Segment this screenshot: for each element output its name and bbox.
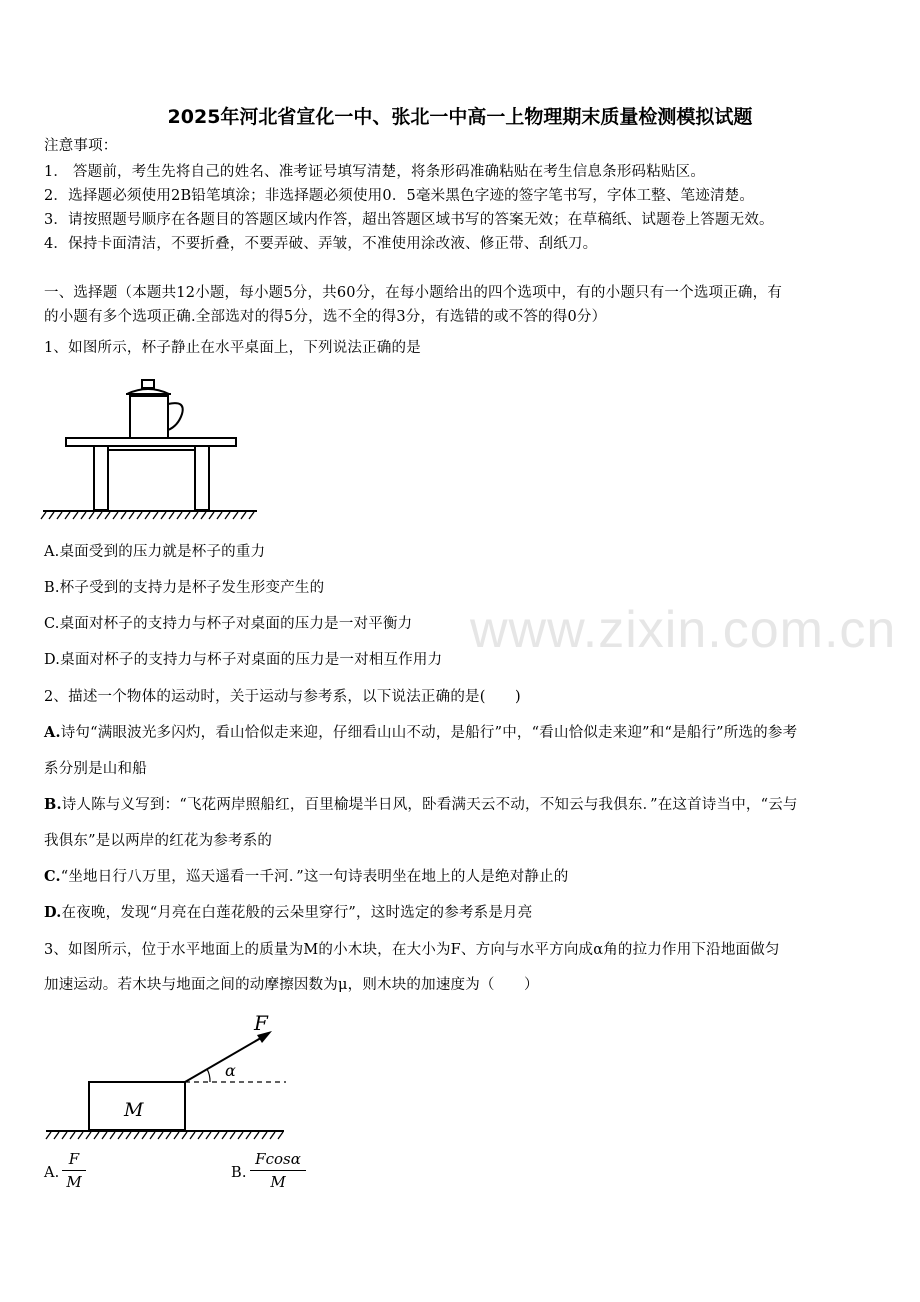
mass-label: M [124, 1099, 144, 1121]
question-2-option-a-cont: 系分别是山和船 [44, 761, 147, 777]
section-heading-cont: 的小题有多个选项正确.全部选对的得5分，选不全的得3分，有选错的或不答的得0分） [44, 309, 607, 325]
option-text: 诗人陈与义写到：“飞花两岸照船红，百里榆堤半日风，卧看满天云不动，不知云与我俱东．”在这首诗当中，“云与 [61, 797, 798, 813]
question-1-option-d: D.桌面对杯子的支持力与杯子对桌面的压力是一对相互作用力 [44, 652, 443, 668]
option-label: C. [44, 868, 61, 885]
question-1-option-c: C.桌面对杯子的支持力与杯子对桌面的压力是一对平衡力 [44, 616, 413, 632]
fraction-numerator: Fcosα [255, 1150, 301, 1168]
notice-item: 2．选择题必须使用2B铅笔填涂；非选择题必须使用0．5毫米黑色字迹的签字笔书写，字体工整、笔迹清楚。 [44, 188, 755, 204]
angle-label: α [225, 1061, 236, 1080]
force-label: F [254, 1011, 268, 1035]
question-1-option-a: A.桌面受到的压力就是杯子的重力 [44, 544, 266, 560]
question-2-option-b [44, 795, 798, 815]
block-force-figure [44, 1010, 294, 1145]
option-text: 诗句“满眼波光多闪灼，看山恰似走来迎，仔细看山山不动，是船行”中，“看山恰似走来迎”和“是船行”所选的参考 [60, 725, 798, 741]
question-2-option-b-cont: 我俱东”是以两岸的红花为参考系的 [44, 833, 273, 849]
question-3-option-a-fraction [62, 1150, 86, 1191]
question-1-stem: 1、如图所示，杯子静止在水平桌面上，下列说法正确的是 [44, 340, 421, 356]
option-text: 在夜晚，发现“月亮在白莲花般的云朵里穿行”，这时选定的参考系是月亮 [61, 905, 533, 921]
option-label: A. [44, 724, 61, 741]
fraction-denominator: M [66, 1173, 82, 1191]
option-label: B. [44, 796, 62, 813]
question-3-option-b-label: B. [231, 1165, 247, 1181]
question-2-stem: 2、描述一个物体的运动时，关于运动与参考系，以下说法正确的是( ) [44, 689, 521, 705]
option-label: D. [44, 904, 62, 921]
question-1-option-b: B.杯子受到的支持力是杯子发生形变产生的 [44, 580, 325, 596]
question-3-stem-cont: 加速运动。若木块与地面之间的动摩擦因数为μ，则木块的加速度为（ ） [44, 977, 539, 993]
notice-item: 4．保持卡面清洁，不要折叠，不要弄破、弄皱，不准使用涂改液、修正带、刮纸刀。 [44, 236, 598, 252]
notice-heading: 注意事项： [44, 138, 118, 154]
watermark: www.zixin.com.cn [470, 601, 897, 659]
fraction-denominator: M [270, 1173, 286, 1191]
cup-on-table-figure [40, 376, 260, 521]
question-2-option-c [44, 867, 569, 887]
section-heading: 一、选择题（本题共12小题，每小题5分，共60分，在每小题给出的四个选项中，有的小题只有一个选项正确，有 [44, 285, 783, 301]
notice-item: 1． 答题前，考生先将自己的姓名、准考证号填写清楚，将条形码准确粘贴在考生信息条形码粘贴区。 [44, 164, 706, 180]
question-3-option-b-fraction [250, 1150, 306, 1191]
notice-item: 3．请按照题号顺序在各题目的答题区域内作答，超出答题区域书写的答案无效；在草稿纸、试题卷上答题无效。 [44, 212, 774, 228]
question-2-option-a [44, 723, 797, 743]
fraction-numerator: F [68, 1150, 80, 1168]
question-3-stem: 3、如图所示，位于水平地面上的质量为M的小木块，在大小为F、方向与水平方向成α角的拉力作用下沿地面做匀 [44, 942, 780, 958]
page-title: 2025年河北省宣化一中、张北一中高一上物理期末质量检测模拟试题 [167, 106, 753, 128]
question-3-option-a-label: A. [44, 1165, 60, 1181]
option-text: “坐地日行八万里，巡天遥看一千河．”这一句诗表明坐在地上的人是绝对静止的 [60, 869, 569, 885]
question-2-option-d [44, 903, 532, 923]
